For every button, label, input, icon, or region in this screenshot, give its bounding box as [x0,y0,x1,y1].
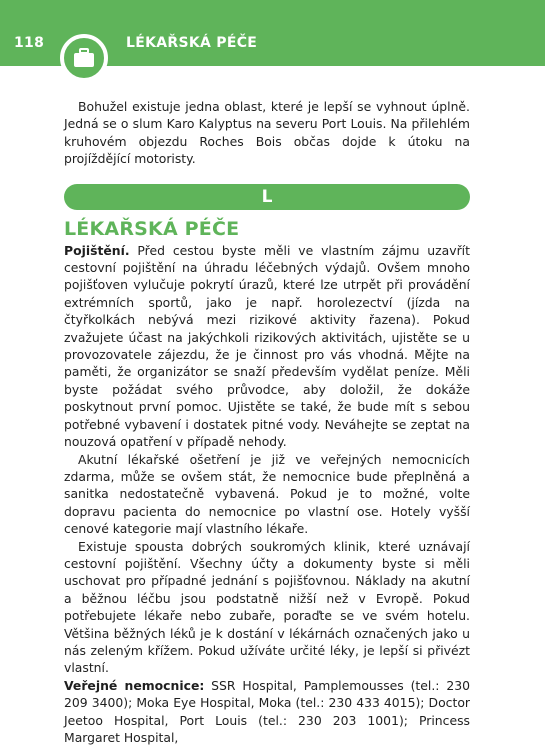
public-hospitals-lead: Veřejné nemocnice: [64,677,205,693]
insurance-lead: Pojištění. [64,242,130,258]
page-content [64,98,470,746]
letter-section-bar: L [64,184,470,210]
briefcase-icon [72,46,96,70]
section-title: LÉKAŘSKÁ PÉČE [64,217,240,240]
insurance-text: Před cestou byste měli ve vlastním zájmu uzavřít cestovní pojištění na úhradu léčebných výdajů. Ovšem mnoho pojišťoven vylučuje pokrytí úrazů, které lze utrpět při provádění extrémních sportů, jako je např. horolezectví (jízda na čtyřkolkách nebývá mezi rizikové aktivity řazena). Pokud zvažujete účast na jakýchkoli rizikových aktivitách, ujistěte se u provozovatele zájezdu, že je činnost pro vás vhodná. Mějte na paměti, že organizátor se snaží především vydělat peníze. Měli byste požádat svého průvodce, aby doložil, že dokáže poskytnout první pomoc. Ujistěte se také, že bude mít s sebou potřebné vybavení i dostatek pitné vody. Neváhejte se zeptat na nouzová opatření v případě nehody. [64,242,470,450]
paragraph-private-clinics: Existuje spousta dobrých soukromých klinik, které uznávají cestovní pojištění. Všechny účty a dokumenty byste si měli uschovat pro případné jednání s pojišťovnou. Náklady na akutní a běžnou léčbu jsou podstatně nižší než v Evropě. Pokud potřebujete lékaře nebo zubaře, poraďte se ve svém hotelu. Většina běžných léků je k dostání v lékárnách označených jako u nás zeleným křížem. Pokud užíváte určité léky, je lepší si přivézt vlastní. [64,538,470,676]
paragraph-insurance [64,242,470,451]
paragraph-acute-care: Akutní lékařské ošetření je již ve veřejných nemocnicích zdarma, může se ovšem stát, že nemocnice bude přeplněná a sanitka nedostatečně vybavená. Pokud je to možné, volte dopravu pacienta do nemocnice po vlastní ose. Hotely vyšší cenové kategorie mají vlastního lékaře. [64,451,470,537]
paragraph-public-hospitals [64,677,470,747]
running-header-title: LÉKAŘSKÁ PÉČE [126,35,258,51]
intro-paragraph: Bohužel existuje jedna oblast, které je lepší se vyhnout úplně. Jedná se o slum Karo Kalyptus na severu Port Louis. Na přilehlém kruhovém objezdu Roches Bois občas dojde k útoku na projíždějící motoristy. [64,99,470,167]
section-badge [60,34,108,82]
page-number: 118 [14,35,45,51]
public-hospitals-text: SSR Hospital, Pamplemousses (tel.: 230 209 3400); Moka Eye Hospital, Moka (tel.: 230 433 4015); Doctor Jeetoo Hospital, Port Louis (tel.: 230 203 1001); Princess Margaret Hospital, [64,677,470,745]
